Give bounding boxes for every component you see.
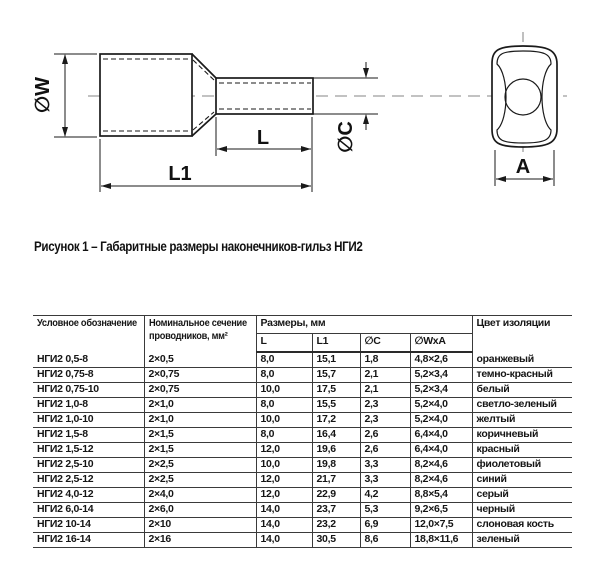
table-cell: НГИ2 1,0-10 — [33, 413, 144, 428]
header-designation: Условное обозначение — [37, 317, 137, 329]
table-cell: 21,7 — [312, 473, 360, 488]
dimension-a — [495, 150, 554, 186]
table-cell: НГИ2 2,5-10 — [33, 458, 144, 473]
table-cell: 2,3 — [360, 413, 410, 428]
table-row — [33, 503, 572, 518]
table-cell: 8,2×4,6 — [410, 473, 472, 488]
taper-hidden-line-top — [193, 60, 214, 80]
table-row — [33, 473, 572, 488]
figure-caption: Рисунок 1 – Габаритные размеры наконечников-гильз НГИ2 — [34, 239, 363, 254]
table-cell: 2×2,5 — [144, 458, 256, 473]
header-sizes-group: Размеры, мм — [256, 316, 472, 334]
table-cell: 12,0 — [256, 473, 312, 488]
header-l1: L1 — [312, 334, 360, 353]
header-l: L — [256, 334, 312, 353]
table-cell: 18,8×11,6 — [410, 533, 472, 548]
arrowhead-right-icon — [543, 176, 553, 182]
end-view-outer-outline — [492, 46, 557, 147]
table-cell: 8,0 — [256, 398, 312, 413]
table-cell: 8,8×5,4 — [410, 488, 472, 503]
table-cell: 2,1 — [360, 368, 410, 383]
table-cell: НГИ2 1,5-8 — [33, 428, 144, 443]
dimension-label-c: ∅C — [335, 121, 357, 153]
table-cell: НГИ2 4,0-12 — [33, 488, 144, 503]
header-c: ∅C — [360, 334, 410, 353]
spec-table-body — [33, 352, 572, 548]
table-cell: 10,0 — [256, 458, 312, 473]
table-cell: 2,6 — [360, 428, 410, 443]
table-row — [33, 518, 572, 533]
table-cell: желтый — [472, 413, 572, 428]
table-cell: черный — [472, 503, 572, 518]
table-cell: НГИ2 1,5-12 — [33, 443, 144, 458]
table-row — [33, 488, 572, 503]
table-cell: 2×0,75 — [144, 368, 256, 383]
table-cell: 16,4 — [312, 428, 360, 443]
table-cell: 19,8 — [312, 458, 360, 473]
dimension-w — [32, 54, 97, 137]
table-cell: фиолетовый — [472, 458, 572, 473]
header-color: Цвет изоляции — [472, 316, 572, 353]
table-cell: 2×16 — [144, 533, 256, 548]
table-cell: 2×6,0 — [144, 503, 256, 518]
header-wxa: ∅WxA — [410, 334, 472, 353]
taper-hidden-line-bottom — [193, 112, 214, 130]
table-header-row-1 — [33, 316, 572, 334]
table-cell: 2×2,5 — [144, 473, 256, 488]
table-cell: зеленый — [472, 533, 572, 548]
table-cell: 2,3 — [360, 398, 410, 413]
table-cell: 3,3 — [360, 473, 410, 488]
table-cell: 15,7 — [312, 368, 360, 383]
table-cell: 9,2×6,5 — [410, 503, 472, 518]
table-cell: 2,1 — [360, 383, 410, 398]
table-cell: темно-красный — [472, 368, 572, 383]
table-cell: 2×1,5 — [144, 428, 256, 443]
table-cell: красный — [472, 443, 572, 458]
spec-table — [33, 315, 572, 548]
ferrule-dimension-drawing — [0, 0, 602, 230]
table-cell: 2×4,0 — [144, 488, 256, 503]
table-cell: 2,6 — [360, 443, 410, 458]
table-cell: 2×0,5 — [144, 352, 256, 368]
arrowhead-left-icon — [496, 176, 506, 182]
arrowhead-left-icon — [101, 183, 111, 189]
table-cell: НГИ2 1,0-8 — [33, 398, 144, 413]
table-cell: 19,6 — [312, 443, 360, 458]
table-cell: 3,3 — [360, 458, 410, 473]
table-row — [33, 443, 572, 458]
table-row — [33, 428, 572, 443]
dimension-l — [216, 117, 312, 192]
table-cell: 1,8 — [360, 352, 410, 368]
table-row — [33, 352, 572, 368]
table-cell: 23,7 — [312, 503, 360, 518]
taper-outline — [192, 54, 216, 136]
table-row — [33, 533, 572, 548]
table-cell: НГИ2 2,5-12 — [33, 473, 144, 488]
table-cell: 6,4×4,0 — [410, 428, 472, 443]
table-cell: 8,6 — [360, 533, 410, 548]
dimension-label-l: L — [256, 127, 270, 149]
table-cell: белый — [472, 383, 572, 398]
arrowhead-down-icon — [363, 68, 369, 78]
arrowhead-left-icon — [217, 146, 227, 152]
arrowhead-up-icon — [62, 54, 68, 64]
table-cell: 2×1,0 — [144, 398, 256, 413]
table-row — [33, 458, 572, 473]
table-cell: 2×10 — [144, 518, 256, 533]
table-cell: 12,0 — [256, 443, 312, 458]
table-cell: 30,5 — [312, 533, 360, 548]
table-cell: 2×0,75 — [144, 383, 256, 398]
end-view — [492, 32, 557, 152]
table-row — [33, 383, 572, 398]
table-cell: НГИ2 0,5-8 — [33, 352, 144, 368]
dimension-c — [335, 62, 369, 153]
table-cell: 17,2 — [312, 413, 360, 428]
table-row — [33, 413, 572, 428]
table-cell: НГИ2 0,75-8 — [33, 368, 144, 383]
table-cell: 8,0 — [256, 368, 312, 383]
table-cell: 22,9 — [312, 488, 360, 503]
table-cell: 2×1,0 — [144, 413, 256, 428]
arrowhead-right-icon — [301, 183, 311, 189]
arrowhead-right-icon — [301, 146, 311, 152]
table-cell: 14,0 — [256, 503, 312, 518]
table-cell: 4,8×2,6 — [410, 352, 472, 368]
table-cell: 8,2×4,6 — [410, 458, 472, 473]
table-cell: НГИ2 6,0-14 — [33, 503, 144, 518]
table-cell: серый — [472, 488, 572, 503]
table-cell: 14,0 — [256, 533, 312, 548]
table-cell: синий — [472, 473, 572, 488]
table-cell: НГИ2 0,75-10 — [33, 383, 144, 398]
table-cell: 5,3 — [360, 503, 410, 518]
table-cell: 8,0 — [256, 428, 312, 443]
table-cell: 14,0 — [256, 518, 312, 533]
dimension-label-a: A — [515, 156, 531, 178]
table-cell: 17,5 — [312, 383, 360, 398]
header-cross-section: Номинальное сечение проводников, мм² — [144, 316, 256, 353]
table-cell: коричневый — [472, 428, 572, 443]
table-cell: 15,1 — [312, 352, 360, 368]
table-cell: 8,0 — [256, 352, 312, 368]
arrowhead-down-icon — [62, 127, 68, 137]
table-cell: слоновая кость — [472, 518, 572, 533]
table-cell: 12,0 — [256, 488, 312, 503]
table-cell: 5,2×3,4 — [410, 368, 472, 383]
dimension-l1 — [100, 139, 311, 192]
table-cell: 2×1,5 — [144, 443, 256, 458]
table-cell: 4,2 — [360, 488, 410, 503]
table-cell: 6,4×4,0 — [410, 443, 472, 458]
table-cell: светло-зеленый — [472, 398, 572, 413]
table-row — [33, 398, 572, 413]
table-cell: 5,2×3,4 — [410, 383, 472, 398]
table-cell: НГИ2 16-14 — [33, 533, 144, 548]
table-cell: оранжевый — [472, 352, 572, 368]
table-cell: 23,2 — [312, 518, 360, 533]
table-cell: 10,0 — [256, 413, 312, 428]
table-cell: 10,0 — [256, 383, 312, 398]
insulation-sleeve-outline — [100, 54, 192, 136]
table-row — [33, 368, 572, 383]
table-cell: 5,2×4,0 — [410, 398, 472, 413]
arrowhead-up-icon — [363, 114, 369, 124]
table-cell: 5,2×4,0 — [410, 413, 472, 428]
table-cell: 6,9 — [360, 518, 410, 533]
table-cell: 15,5 — [312, 398, 360, 413]
dimension-label-w: ∅W — [32, 76, 54, 114]
table-cell: НГИ2 10-14 — [33, 518, 144, 533]
table-cell: 12,0×7,5 — [410, 518, 472, 533]
dimension-label-l1: L1 — [168, 163, 192, 185]
